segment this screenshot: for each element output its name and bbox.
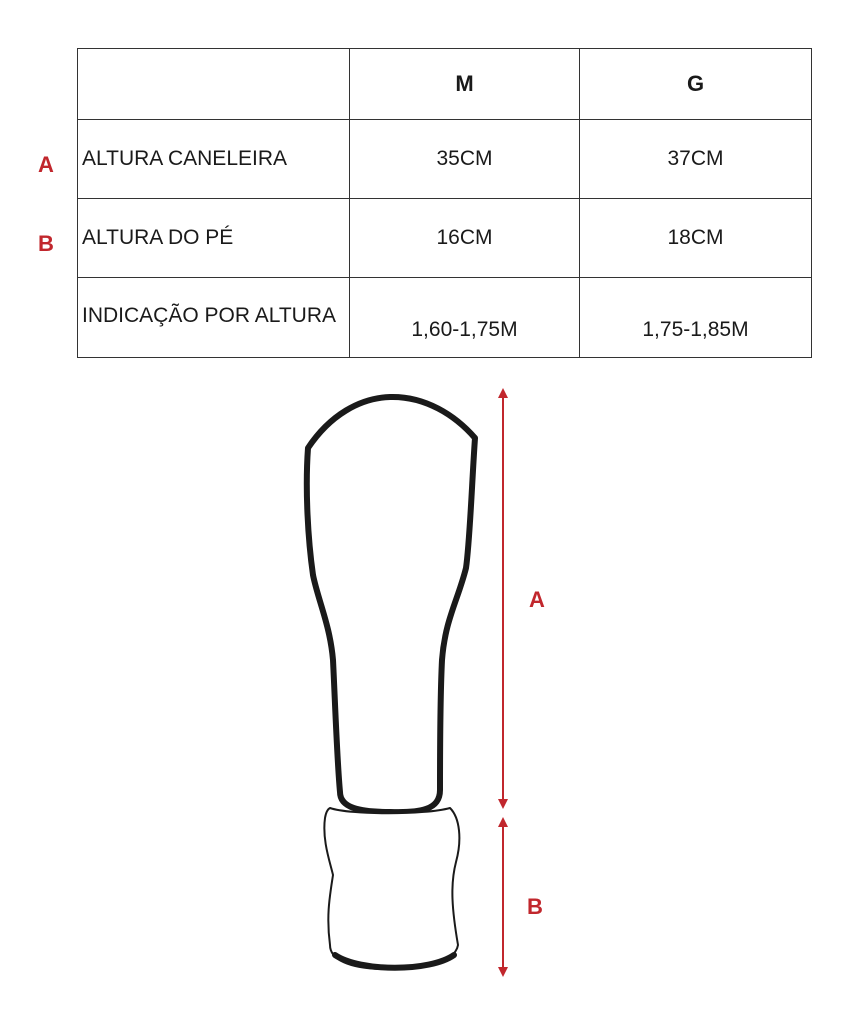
dimension-b-label: B <box>527 894 543 919</box>
foot-height-g: 18CM <box>580 199 812 278</box>
row-letter-b: B <box>38 231 54 256</box>
header-size-m: M <box>350 49 580 120</box>
row-label-height-indication: INDICAÇÃO POR ALTURA <box>78 278 350 358</box>
height-indication-g: 1,75-1,85M <box>580 278 812 358</box>
row-letter-a: A <box>38 152 54 177</box>
height-indication-m: 1,60-1,75M <box>350 278 580 358</box>
foot-height-m: 16CM <box>350 199 580 278</box>
row-label-shin-height: ALTURA CANELEIRA <box>78 120 350 199</box>
foot-guard-outline <box>324 808 459 969</box>
shin-height-m: 35CM <box>350 120 580 199</box>
row-label-foot-height: ALTURA DO PÉ <box>78 199 350 278</box>
shin-height-g: 37CM <box>580 120 812 199</box>
header-size-g: G <box>580 49 812 120</box>
shin-guard-outline <box>307 397 475 812</box>
dimension-a-label: A <box>529 587 545 612</box>
